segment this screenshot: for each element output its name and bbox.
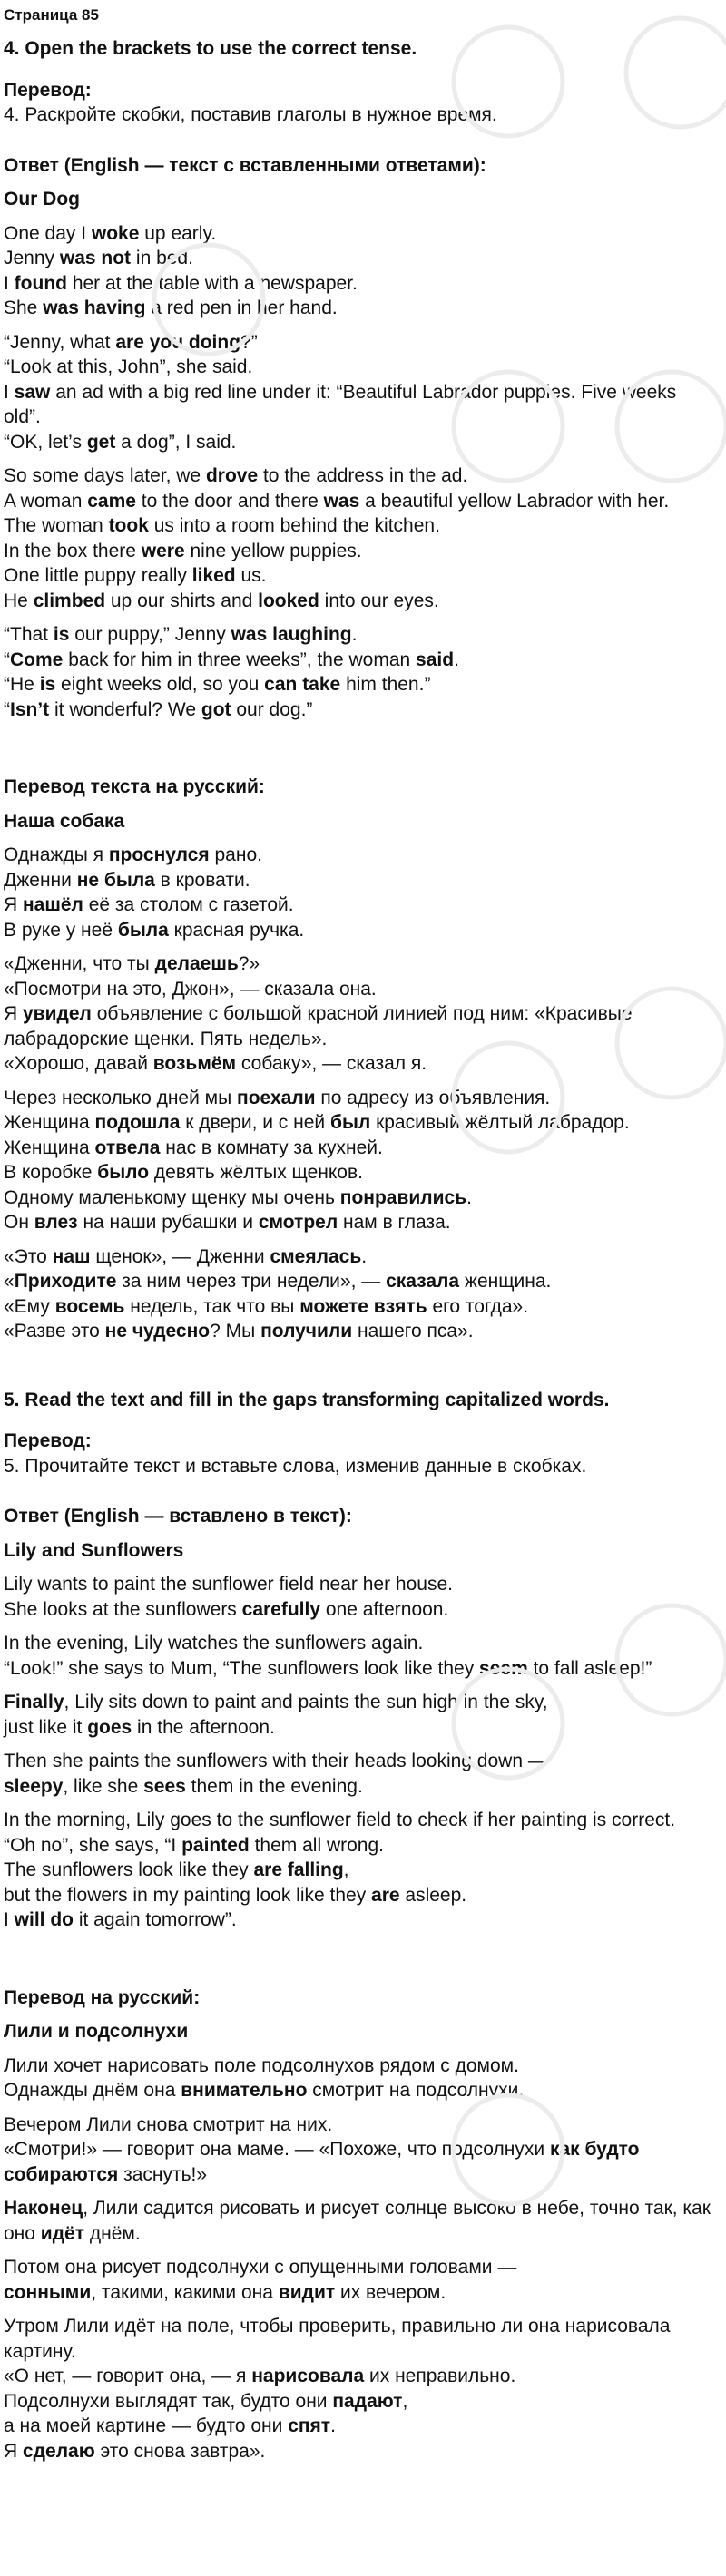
answer-word: woke [91, 222, 140, 244]
answer-word: saw [14, 381, 51, 403]
text-line: «Дженни, что ты делаешь?» [4, 953, 260, 974]
answer-word: делаешь [154, 953, 239, 974]
exercise-4 [4, 36, 717, 1344]
answer-word: возьмём [152, 1053, 237, 1074]
ex5-story-title: Lily and Sunflowers [4, 1539, 184, 1561]
answer-word: наш [52, 1245, 91, 1267]
answer-word: проснулся [108, 844, 210, 865]
text-line: In the box there were nine yellow puppies. [4, 540, 362, 561]
text-line: but the flowers in my painting look like they are asleep. [4, 1884, 467, 1906]
ex4-story-title: Our Dog [4, 189, 80, 210]
answer-word: goes [87, 1716, 132, 1738]
answer-word: внимательно [181, 2080, 308, 2101]
text-line: «Смотри!» — говорит она маме. — «Похоже, что подсолнухи как будто собираются заснуть!» [4, 2139, 640, 2185]
paragraph [4, 951, 717, 1077]
text-line: Однажды днём она внимательно смотрит на подсолнухи. [4, 2080, 525, 2101]
ex5-translation: 5. Прочитайте текст и вставьте слова, изменив данные в скобках. [4, 1455, 587, 1477]
answer-word: is [53, 624, 70, 645]
answer-word: will do [14, 1909, 74, 1930]
answer-word: понравились [339, 1186, 467, 1208]
text-line: «Посмотри на это, Джон», — сказала она. [4, 978, 377, 1000]
ex5-task: 5. Read the text and fill in the gaps transforming capitalized words. [4, 1389, 610, 1410]
text-line: I found her at the table with a newspaper. [4, 272, 358, 294]
text-line: сонными, такими, какими она видит их вечером. [4, 2281, 446, 2303]
text-line: Дженни не была в кровати. [4, 869, 250, 891]
answer-word: found [14, 272, 67, 294]
text-line: «Разве это не чудесно? Мы получили нашего пса». [4, 1321, 474, 1342]
text-line: One day I woke up early. [4, 222, 217, 244]
answer-word: сделаю [23, 2440, 95, 2462]
text-line: а на моей картине — будто они спят. [4, 2415, 336, 2436]
text-line: “Come back for him in three weeks”, the woman said. [4, 649, 459, 670]
answer-word: как будто собираются [4, 2139, 640, 2185]
answer-word: are [371, 1884, 400, 1906]
answer-word: liked [191, 565, 236, 586]
answer-word: можете взять [299, 1295, 427, 1317]
ex4-ru-story [4, 843, 717, 1344]
text-line: В руке у неё была красная ручка. [4, 919, 305, 941]
text-line: So some days later, we drove to the address in the ad. [4, 465, 468, 486]
answer-word: влез [34, 1212, 78, 1233]
ex5-translation-label: Перевод: [4, 1430, 92, 1451]
answer-word: спят [288, 2415, 331, 2436]
text-line: Женщина отвела нас в комнату за кухней. [4, 1137, 383, 1158]
answer-word: нарисовала [251, 2366, 365, 2386]
ex4-ru-label: Перевод текста на русский: [4, 776, 265, 797]
text-line: “Jenny, what are you doing?” [4, 331, 258, 353]
text-line: just like it goes in the afternoon. [4, 1716, 275, 1738]
answer-word: get [86, 431, 116, 453]
answer-word: сонными [4, 2281, 92, 2303]
text-line: В коробке было девять жёлтых щенков. [4, 1162, 363, 1183]
text-line: She looks at the sunflowers carefully one afternoon. [4, 1598, 449, 1620]
paragraph [4, 2196, 717, 2246]
paragraph [4, 1244, 717, 1344]
paragraph [4, 1631, 717, 1681]
answer-word: смотрел [258, 1212, 338, 1233]
paragraph [4, 330, 717, 455]
ex4-task: 4. Open the brackets to use the correct tense. [4, 38, 417, 59]
paragraph [4, 2054, 717, 2103]
ex5-ru-story [4, 2054, 717, 2464]
answer-word: идёт [40, 2222, 85, 2244]
text-line: Утром Лили идёт на поле, чтобы проверить, правильно ли она нарисовала картину. [4, 2316, 671, 2362]
answer-word: видит [278, 2281, 336, 2303]
paragraph [4, 1086, 717, 1235]
paragraph [4, 622, 717, 722]
text-line: Then she paints the sunflowers with their heads looking down — [4, 1751, 547, 1771]
answer-word: Наконец [4, 2198, 83, 2219]
paragraph [4, 2255, 717, 2305]
text-line: Он влез на наши рубашки и смотрел нам в глаза. [4, 1212, 451, 1233]
text-line: Наконец, Лили садится рисовать и рисует солнце высоко в небе, точно так, как оно идёт днём. [4, 2198, 711, 2244]
answer-word: got [201, 698, 231, 720]
text-line: “OK, let’s get a dog”, I said. [4, 431, 237, 453]
text-line: «Это наш щенок», — Дженни смеялась. [4, 1245, 368, 1267]
paragraph [4, 463, 717, 613]
answer-word: падают [332, 2390, 403, 2412]
answer-word: climbed [33, 590, 106, 611]
text-line: One little puppy really liked us. [4, 565, 267, 586]
ex4-translation-label: Перевод: [4, 79, 92, 101]
text-line: Lily wants to paint the sunflower field near her house. [4, 1574, 453, 1595]
paragraph [4, 2314, 717, 2464]
answer-word: sleepy [4, 1775, 64, 1797]
text-line: Вечером Лили снова смотрит на них. [4, 2113, 333, 2135]
answer-word: отвела [94, 1137, 161, 1158]
answer-word: is [39, 674, 56, 695]
ex4-answer-label: Ответ (English — текст с вставленными ответами): [4, 154, 486, 176]
paragraph [4, 1749, 717, 1799]
paragraph [4, 1572, 717, 1622]
text-line: Женщина подошла к двери, и с ней был красивый жёлтый лабрадор. [4, 1112, 630, 1133]
text-line: Потом она рисует подсолнухи с опущенными головами — [4, 2257, 517, 2278]
answer-word: seem [479, 1657, 528, 1679]
ex4-story [4, 221, 717, 723]
answer-word: drove [205, 465, 259, 486]
text-line: In the evening, Lily watches the sunflowers again. [4, 1633, 424, 1654]
answer-word: Приходите [14, 1271, 117, 1292]
text-line: Однажды я проснулся рано. [4, 844, 262, 865]
answer-word: was [323, 490, 360, 512]
ex4-ru-title: Наша собака [4, 810, 125, 832]
answer-word: сказала [386, 1271, 460, 1292]
text-line: Jenny was not in bed. [4, 248, 193, 268]
text-line: The woman took us into a room behind the kitchen. [4, 515, 440, 536]
answer-word: are you doing [115, 331, 241, 353]
answer-word: said [416, 649, 455, 670]
answer-word: нашёл [23, 894, 83, 915]
text-line: Я нашёл её за столом с газетой. [4, 894, 294, 915]
answer-word: painted [182, 1834, 250, 1856]
text-line: “Oh no”, she says, “I painted them all wrong. [4, 1834, 384, 1856]
answer-word: Finally [4, 1692, 64, 1712]
text-line: A woman came to the door and there was a beautiful yellow Labrador with her. [4, 490, 670, 512]
ex5-story [4, 1572, 717, 1933]
ex4-translation: 4. Раскройте скобки, поставив глаголы в нужное время. [4, 104, 497, 125]
answer-word: был [329, 1112, 371, 1133]
answer-word: sees [143, 1775, 186, 1797]
answer-word: была [117, 919, 169, 941]
ex5-answer-label: Ответ (English — вставлено в текст): [4, 1506, 352, 1527]
answer-word: were [141, 540, 185, 561]
text-line: “Look!” she says to Mum, “The sunflowers look like they seem to fall asleep!” [4, 1657, 652, 1679]
answer-word: увидел [23, 1003, 92, 1024]
text-line: In the morning, Lily goes to the sunflower field to check if her painting is correct. [4, 1810, 676, 1830]
text-line: Я увидел объявление с большой красной линией под ним: «Красивые лабрадорские щенки. Пять недель». [4, 1003, 633, 1049]
text-line: He climbed up our shirts and looked into our eyes. [4, 590, 439, 611]
answer-word: was laughing [231, 624, 352, 645]
text-line: Лили хочет нарисовать поле подсолнухов рядом с домом. [4, 2054, 519, 2076]
answer-word: was having [43, 298, 146, 318]
answer-word: Isn’t [10, 698, 50, 720]
answer-word: смеялась [270, 1245, 362, 1267]
text-line: “He is eight weeks old, so you can take him then.” [4, 674, 431, 695]
text-line: I will do it again tomorrow”. [4, 1909, 237, 1930]
text-line: Подсолнухи выглядят так, будто они падают, [4, 2390, 408, 2412]
answer-word: Come [10, 649, 64, 670]
text-line: «Хорошо, давай возьмём собаку», — сказал я. [4, 1053, 427, 1074]
text-line: «О нет, — говорит она, — я нарисовала их неправильно. [4, 2366, 516, 2386]
text-line: Я сделаю это снова завтра». [4, 2440, 266, 2462]
text-line: “Isn’t it wonderful? We got our dog.” [4, 698, 313, 720]
answer-word: can take [264, 674, 341, 695]
answer-word: carefully [241, 1598, 321, 1620]
paragraph [4, 1808, 717, 1933]
answer-word: восемь [54, 1295, 125, 1317]
answer-word: looked [258, 590, 319, 611]
paragraph [4, 1690, 717, 1740]
text-line: Одному маленькому щенку мы очень понравились. [4, 1186, 472, 1208]
text-line: Finally, Lily sits down to paint and paints the sun high in the sky, [4, 1692, 548, 1712]
text-line: The sunflowers look like they are falling, [4, 1859, 349, 1880]
answer-word: took [108, 515, 149, 536]
answer-word: не была [76, 869, 155, 891]
answer-word: подошла [94, 1112, 181, 1133]
answer-word: are falling [253, 1859, 344, 1880]
paragraph [4, 2113, 717, 2188]
answer-word: не чудесно [104, 1321, 211, 1342]
text-line: She was having a red pen in her hand. [4, 298, 338, 318]
text-line: “Look at this, John”, she said. [4, 356, 253, 377]
exercise-5 [4, 1388, 717, 2464]
answer-word: came [87, 490, 136, 512]
answer-word: поехали [237, 1087, 316, 1108]
paragraph [4, 221, 717, 321]
text-line: I saw an ad with a big red line under it: “Beautiful Labrador puppies. Five weeks old”. [4, 381, 677, 427]
text-line: «Приходите за ним через три недели», — сказала женщина. [4, 1271, 552, 1292]
ex5-ru-title: Лили и подсолнухи [4, 2021, 189, 2042]
answer-word: получили [260, 1321, 353, 1342]
answer-word: was not [59, 248, 132, 268]
text-line: sleepy, like she sees them in the evening. [4, 1775, 363, 1797]
text-line: “That is our puppy,” Jenny was laughing. [4, 624, 358, 645]
answer-word: было [97, 1162, 150, 1183]
page-number: Страница 85 [4, 6, 99, 24]
paragraph [4, 843, 717, 942]
text-line: Через несколько дней мы поехали по адресу из объявления. [4, 1087, 551, 1108]
text-line: «Ему восемь недель, так что вы можете взять его тогда». [4, 1295, 529, 1317]
ex5-ru-label: Перевод на русский: [4, 1986, 201, 2008]
